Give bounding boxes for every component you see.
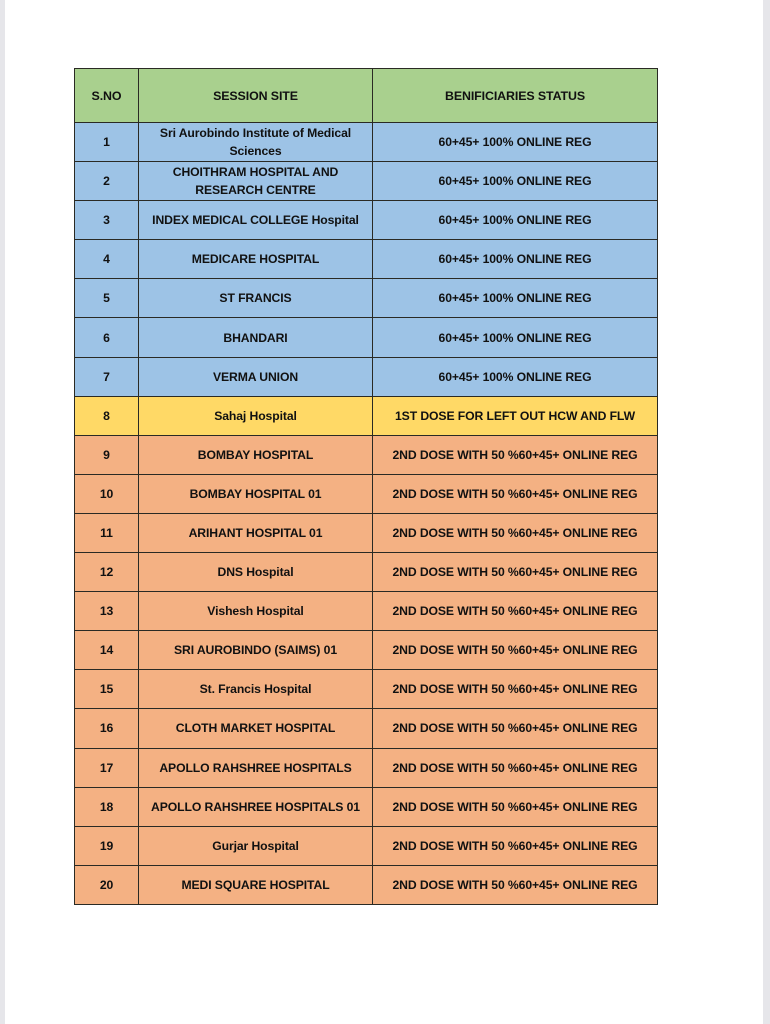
cell-status: 2ND DOSE WITH 50 %60+45+ ONLINE REG bbox=[373, 709, 658, 748]
cell-session-site: Vishesh Hospital bbox=[139, 592, 373, 631]
cell-sno: 2 bbox=[75, 162, 139, 201]
cell-status: 2ND DOSE WITH 50 %60+45+ ONLINE REG bbox=[373, 474, 658, 513]
cell-session-site: BOMBAY HOSPITAL 01 bbox=[139, 474, 373, 513]
cell-status: 2ND DOSE WITH 50 %60+45+ ONLINE REG bbox=[373, 670, 658, 709]
cell-sno: 10 bbox=[75, 474, 139, 513]
cell-sno: 13 bbox=[75, 592, 139, 631]
cell-status: 1ST DOSE FOR LEFT OUT HCW AND FLW bbox=[373, 396, 658, 435]
header-session-site: SESSION SITE bbox=[139, 69, 373, 123]
cell-status: 2ND DOSE WITH 50 %60+45+ ONLINE REG bbox=[373, 592, 658, 631]
cell-status: 2ND DOSE WITH 50 %60+45+ ONLINE REG bbox=[373, 435, 658, 474]
cell-status: 60+45+ 100% ONLINE REG bbox=[373, 201, 658, 240]
cell-sno: 18 bbox=[75, 787, 139, 826]
cell-session-site: St. Francis Hospital bbox=[139, 670, 373, 709]
cell-status: 60+45+ 100% ONLINE REG bbox=[373, 318, 658, 357]
cell-sno: 20 bbox=[75, 865, 139, 904]
cell-status: 2ND DOSE WITH 50 %60+45+ ONLINE REG bbox=[373, 865, 658, 904]
cell-sno: 8 bbox=[75, 396, 139, 435]
cell-session-site: BHANDARI bbox=[139, 318, 373, 357]
cell-status: 60+45+ 100% ONLINE REG bbox=[373, 162, 658, 201]
cell-status: 60+45+ 100% ONLINE REG bbox=[373, 357, 658, 396]
cell-sno: 16 bbox=[75, 709, 139, 748]
cell-session-site: APOLLO RAHSHREE HOSPITALS 01 bbox=[139, 787, 373, 826]
table-row bbox=[75, 631, 658, 670]
cell-session-site: DNS Hospital bbox=[139, 553, 373, 592]
cell-session-site: MEDICARE HOSPITAL bbox=[139, 240, 373, 279]
cell-session-site: CLOTH MARKET HOSPITAL bbox=[139, 709, 373, 748]
cell-session-site: ST FRANCIS bbox=[139, 279, 373, 318]
header-beneficiaries-status: BENIFICIARIES STATUS bbox=[373, 69, 658, 123]
cell-sno: 5 bbox=[75, 279, 139, 318]
table-row bbox=[75, 474, 658, 513]
table-row bbox=[75, 787, 658, 826]
cell-status: 2ND DOSE WITH 50 %60+45+ ONLINE REG bbox=[373, 513, 658, 552]
cell-status: 2ND DOSE WITH 50 %60+45+ ONLINE REG bbox=[373, 631, 658, 670]
table-row bbox=[75, 279, 658, 318]
cell-session-site: SRI AUROBINDO (SAIMS) 01 bbox=[139, 631, 373, 670]
cell-session-site: BOMBAY HOSPITAL bbox=[139, 435, 373, 474]
table-row bbox=[75, 435, 658, 474]
cell-status: 2ND DOSE WITH 50 %60+45+ ONLINE REG bbox=[373, 553, 658, 592]
cell-session-site: VERMA UNION bbox=[139, 357, 373, 396]
cell-status: 60+45+ 100% ONLINE REG bbox=[373, 240, 658, 279]
table-row bbox=[75, 357, 658, 396]
cell-sno: 4 bbox=[75, 240, 139, 279]
table-row bbox=[75, 318, 658, 357]
cell-sno: 3 bbox=[75, 201, 139, 240]
table-row bbox=[75, 396, 658, 435]
cell-status: 60+45+ 100% ONLINE REG bbox=[373, 279, 658, 318]
cell-session-site: ARIHANT HOSPITAL 01 bbox=[139, 513, 373, 552]
document-page bbox=[5, 0, 763, 1024]
cell-session-site: Sahaj Hospital bbox=[139, 396, 373, 435]
cell-session-site: Gurjar Hospital bbox=[139, 826, 373, 865]
table-row bbox=[75, 513, 658, 552]
cell-sno: 6 bbox=[75, 318, 139, 357]
cell-sno: 17 bbox=[75, 748, 139, 787]
cell-session-site: APOLLO RAHSHREE HOSPITALS bbox=[139, 748, 373, 787]
cell-session-site: MEDI SQUARE HOSPITAL bbox=[139, 865, 373, 904]
cell-sno: 15 bbox=[75, 670, 139, 709]
table-row bbox=[75, 201, 658, 240]
cell-sno: 14 bbox=[75, 631, 139, 670]
cell-session-site: INDEX MEDICAL COLLEGE Hospital bbox=[139, 201, 373, 240]
table-header-row bbox=[75, 69, 658, 123]
table-row bbox=[75, 162, 658, 201]
cell-sno: 9 bbox=[75, 435, 139, 474]
cell-status: 2ND DOSE WITH 50 %60+45+ ONLINE REG bbox=[373, 748, 658, 787]
cell-sno: 1 bbox=[75, 123, 139, 162]
table-body bbox=[75, 123, 658, 905]
table-row bbox=[75, 592, 658, 631]
cell-status: 2ND DOSE WITH 50 %60+45+ ONLINE REG bbox=[373, 787, 658, 826]
header-sno: S.NO bbox=[75, 69, 139, 123]
cell-sno: 19 bbox=[75, 826, 139, 865]
table-row bbox=[75, 670, 658, 709]
table-row bbox=[75, 123, 658, 162]
table-row bbox=[75, 865, 658, 904]
cell-sno: 11 bbox=[75, 513, 139, 552]
cell-session-site: Sri Aurobindo Institute of Medical Sciences bbox=[139, 123, 373, 162]
table-row bbox=[75, 240, 658, 279]
session-sites-table bbox=[74, 68, 658, 905]
table-row bbox=[75, 553, 658, 592]
table-row bbox=[75, 709, 658, 748]
table-row bbox=[75, 826, 658, 865]
cell-sno: 12 bbox=[75, 553, 139, 592]
cell-status: 2ND DOSE WITH 50 %60+45+ ONLINE REG bbox=[373, 826, 658, 865]
cell-sno: 7 bbox=[75, 357, 139, 396]
cell-status: 60+45+ 100% ONLINE REG bbox=[373, 123, 658, 162]
cell-session-site: CHOITHRAM HOSPITAL AND RESEARCH CENTRE bbox=[139, 162, 373, 201]
table-row bbox=[75, 748, 658, 787]
